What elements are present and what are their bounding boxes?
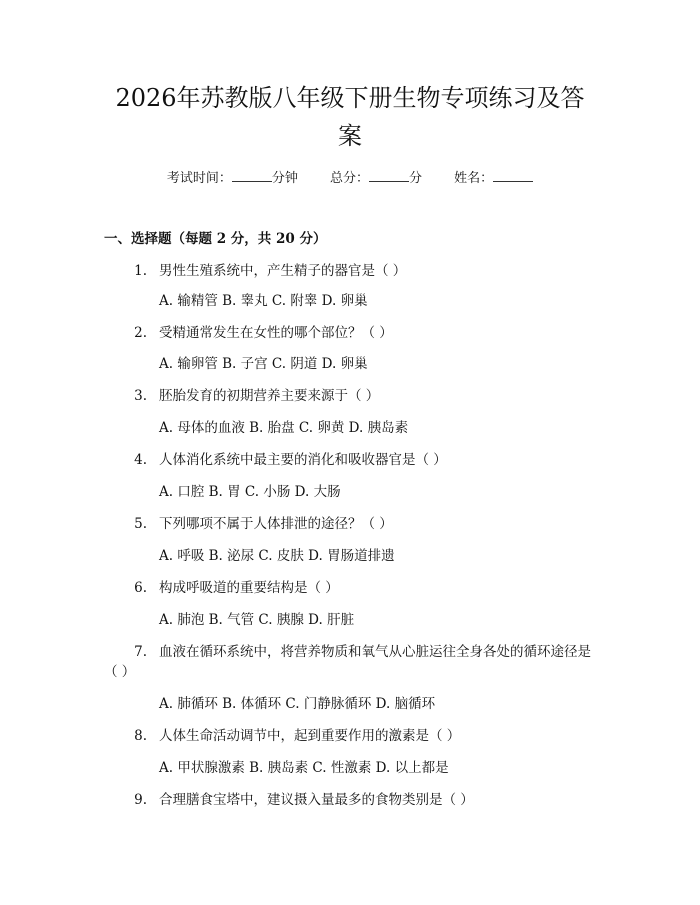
question-number: 8. [134, 728, 147, 744]
question-number: 4. [134, 452, 147, 468]
question-number: 1. [134, 263, 147, 279]
question-text: 受精通常发生在女性的哪个部位？（ ） [159, 325, 393, 341]
exam-score-label: 总分： [329, 171, 369, 186]
question-text: 胚胎发育的初期营养主要来源于（ ） [159, 388, 380, 404]
exam-score-unit: 分 [409, 171, 423, 186]
question-number: 9. [134, 792, 147, 808]
question-text: 男性生殖系统中，产生精子的器官是（ ） [159, 263, 407, 279]
question-options: A. 输精管 B. 睾丸 C. 附睾 D. 卵巢 [159, 293, 368, 309]
question-number: 2. [134, 325, 147, 341]
question-options: A. 肺循环 B. 体循环 C. 门静脉循环 D. 脑循环 [159, 696, 436, 712]
section-heading-multiple-choice: 一、选择题（每题 2 分，共 20 分） [104, 231, 327, 247]
question-text: 人体消化系统中最主要的消化和吸收器官是（ ） [159, 452, 447, 468]
student-name-field [454, 171, 533, 186]
question-options: A. 母体的血液 B. 胎盘 C. 卵黄 D. 胰岛素 [159, 420, 409, 436]
question-text: 构成呼吸道的重要结构是（ ） [159, 580, 339, 596]
exam-score-blank [369, 168, 409, 182]
question-options: A. 呼吸 B. 泌尿 C. 皮肤 D. 胃肠道排遗 [159, 548, 395, 564]
exam-time-field [167, 171, 302, 186]
question-number: 5. [134, 516, 147, 532]
question-options: A. 输卵管 B. 子宫 C. 阴道 D. 卵巢 [159, 356, 368, 372]
document-title-line-2: 案 [338, 122, 362, 150]
question-options: A. 肺泡 B. 气管 C. 胰腺 D. 肝脏 [159, 612, 355, 628]
question-options: A. 甲状腺激素 B. 胰岛素 C. 性激素 D. 以上都是 [159, 760, 449, 776]
question-number: 7. [134, 644, 147, 660]
question-number: 3. [134, 388, 147, 404]
question-text-continuation: （ ） [104, 664, 136, 680]
student-name-blank [493, 168, 533, 182]
exam-time-unit: 分钟 [271, 171, 298, 186]
question-text: 合理膳食宝塔中，建议摄入量最多的食物类别是（ ） [159, 792, 474, 808]
exam-time-label: 考试时间： [166, 171, 232, 186]
exam-time-blank [232, 168, 272, 182]
document-title-line-1: 2026年苏教版八年级下册生物专项练习及答 [115, 84, 585, 112]
question-options: A. 口腔 B. 胃 C. 小肠 D. 大肠 [159, 484, 341, 500]
exam-info-row [0, 168, 700, 189]
student-name-label: 姓名： [454, 171, 494, 186]
question-text: 下列哪项不属于人体排泄的途径？（ ） [159, 516, 393, 532]
exam-score-field [330, 171, 426, 186]
question-number: 6. [134, 580, 147, 596]
question-text: 人体生命活动调节中，起到重要作用的激素是（ ） [159, 728, 461, 744]
question-text: 血液在循环系统中，将营养物质和氧气从心脏运往全身各处的循环途径是 [159, 644, 591, 660]
